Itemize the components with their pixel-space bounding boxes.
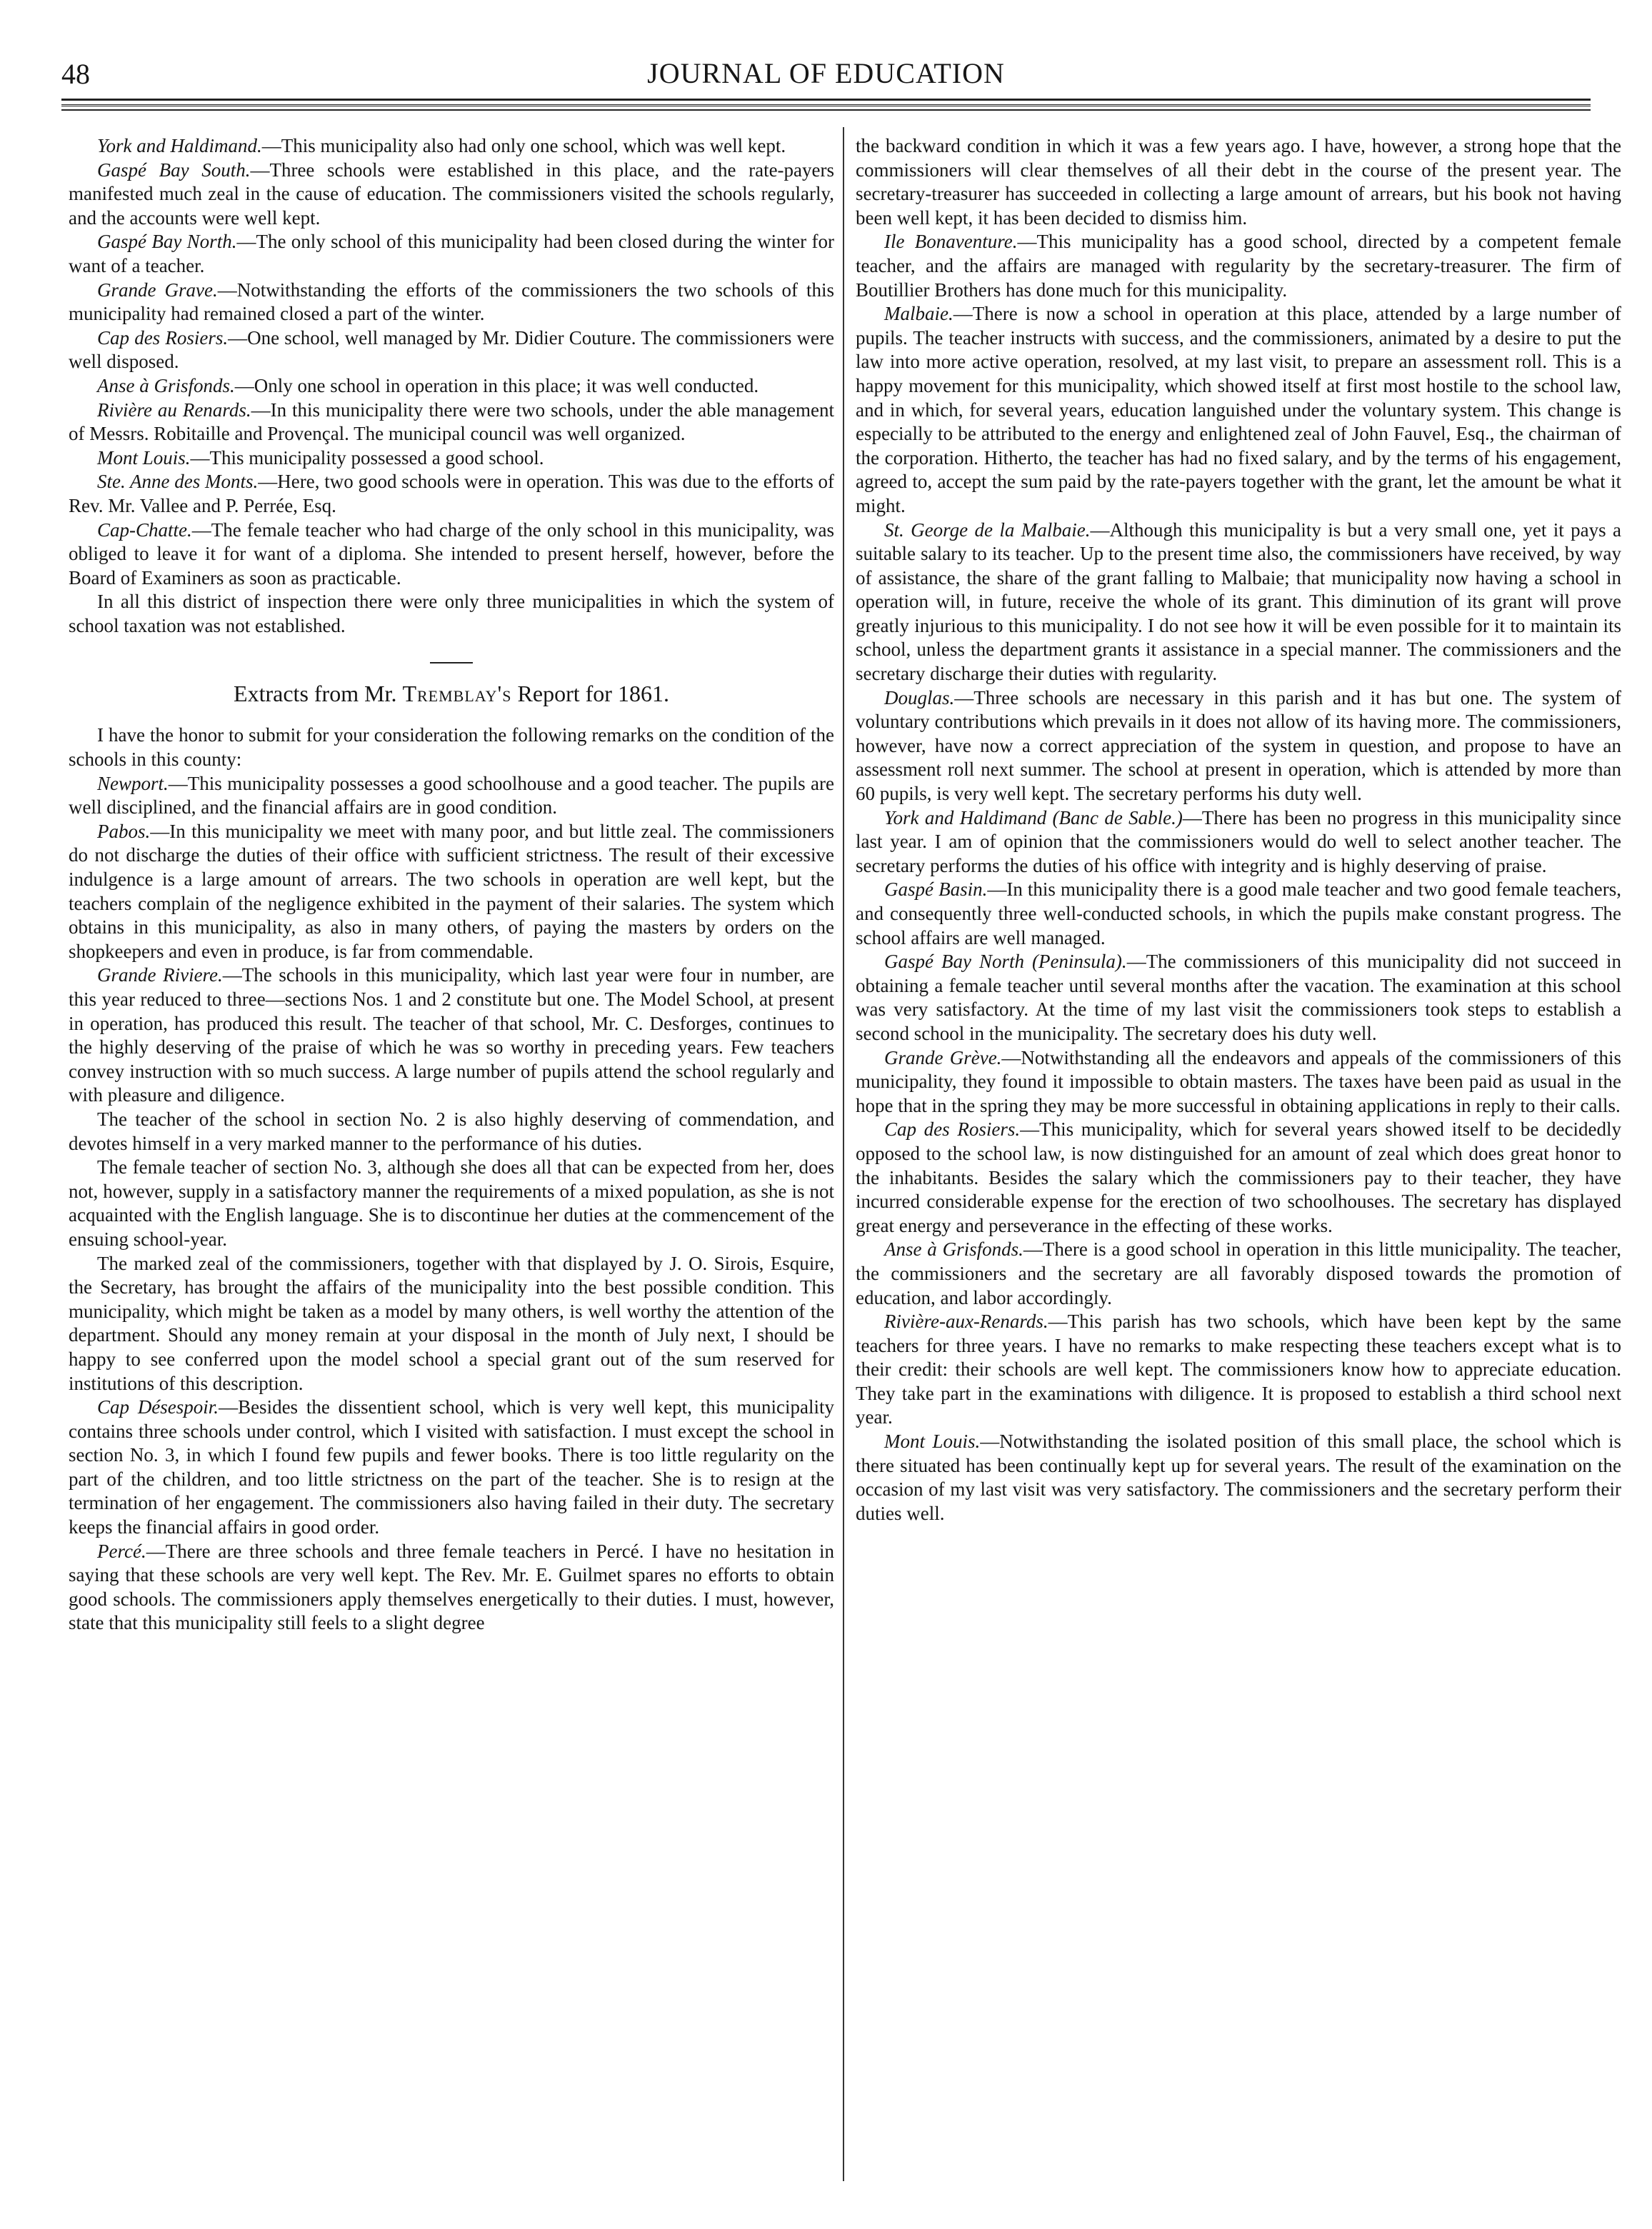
paragraph-york-and-haldimand [69, 134, 834, 159]
right-column [856, 134, 1621, 1526]
paragraph-text: —Three schools are necessary in this parish and it has but one. The system of voluntary contributions which prevails in it does not allow of its having more. The commissioners, however, have now a correct appreciation of the system in question, and propose to have an assessment roll next summer. The school at present in operation, which is attended by more than 60 pupils, is very well kept. The secretary performs his duty well. [856, 686, 1621, 805]
paragraph-text: —The only school of this municipality had been closed during the winter for want of a teacher. [69, 231, 834, 276]
paragraph-text: —This municipality has a good school, directed by a competent female teacher, and the affairs are managed with regularity by the secretary-treasurer. The firm of Boutillier Brothers has done much for this municipality. [856, 231, 1621, 301]
place-name: York and Haldimand. [97, 135, 262, 156]
paragraph-pabos [69, 820, 834, 964]
place-name: Gaspé Bay North (Peninsula). [884, 951, 1127, 973]
place-name: Cap des Rosiers. [97, 326, 229, 349]
paragraph-text: —This municipality possesses a good schoolhouse and a good teacher. The pupils are well disciplined, and the financial affairs are in good condition. [69, 772, 834, 818]
heading-prefix: Extracts from Mr. [234, 681, 403, 707]
paragraph-text: —Only one school in operation in this place; it was well conducted. [234, 374, 759, 396]
paragraph-gaspe-bay-north [69, 230, 834, 278]
paragraph-riviere-aux-renards [856, 1310, 1621, 1430]
paragraph-perce [69, 1540, 834, 1636]
place-name: St. George de la Malbaie. [884, 519, 1091, 541]
paragraph-text: —There are three schools and three female teachers in Percé. I have no hesitation in saying that these schools are very well kept. The Rev. Mr. E. Guilmet spares no efforts to obtain good schools. The commissioners apply themselves energetically to their duties. I must, however, state that this municipality still feels to a slight degree [69, 1540, 834, 1634]
place-name: Rivière-aux-Renards. [884, 1311, 1048, 1333]
paragraph-text: —There is a good school in operation in this little municipality. The teacher, the commissioners and the secretary are all favorably disposed towards the promotion of education, and labor accordingly. [856, 1238, 1621, 1308]
place-name: Anse à Grisfonds. [97, 374, 235, 396]
place-name: Mont Louis. [97, 446, 191, 469]
heading-author: Tremblay's [402, 681, 512, 707]
paragraph-riviere-au-renards [69, 399, 834, 446]
paragraph-cap-chatte [69, 519, 834, 591]
paragraph-commissioners-zeal: The marked zeal of the commissioners, together with that displayed by J. O. Sirois, Esquire, the Secretary, has brought the affairs of the municipality into the best possible condition. This municipality, which might be taken as a model by many others, is well worthy the attention of the department. Should any money remain at your disposal in the month of July next, I should be happy to see conferred upon the model school a special grant out of the sum reserved for institutions of this description. [69, 1252, 834, 1394]
place-name: Cap des Rosiers. [884, 1118, 1021, 1141]
paragraph-text: —This municipality also had only one school, which was well kept. [261, 135, 786, 156]
paragraph-text: —This municipality, which for several years showed itself to be decidedly opposed to the school law, is now distinguished for an amount of zeal which does great honor to the inhabitants. Besides the salary which the commissioners pay to their teacher, they have incurred considerable expense for the erection of two schoolhouses. The secretary has displayed great energy and perseverance in the effecting of these works. [856, 1118, 1621, 1236]
place-name: Douglas. [884, 686, 955, 708]
paragraph-st-george-de-la-malbaie [856, 519, 1621, 686]
paragraph-cap-des-rosiers-report [856, 1118, 1621, 1238]
paragraph-gaspe-bay-north-peninsula [856, 950, 1621, 1046]
paragraph-district-summary: In all this district of inspection there were only three municipalities in which the system of school taxation was not established. [69, 591, 834, 636]
place-name: York and Haldimand (Banc de Sable.) [884, 806, 1183, 828]
running-head-title: JOURNAL OF EDUCATION [647, 57, 1005, 89]
place-name: Mont Louis. [884, 1431, 981, 1453]
place-name: Grande Riviere. [97, 964, 223, 986]
paragraph-text: —Here, two good schools were in operation. This was due to the efforts of Rev. Mr. Vallee and P. Perrée, Esq. [69, 471, 835, 516]
paragraph-gaspe-basin [856, 878, 1621, 950]
section-divider-rule [430, 662, 473, 663]
paragraph-text: —In this municipality there were two schools, under the able management of Messrs. Robitaille and Provençal. The municipal council was well organized. [69, 399, 834, 445]
place-name: Cap-Chatte. [97, 519, 192, 541]
paragraph-grande-riviere [69, 963, 834, 1108]
paragraph-text: —In this municipality we meet with many poor, and but little zeal. The commissioners do not discharge the duties of their office with sufficient strictness. The result of their excessive indulgence is a large amount of arrears. The two schools in operation are well kept, but the teachers complain of the negligence exhibited in the payment of their salaries. The system which obtains in this municipality, as also in many others, of paying the masters by orders on the shopkeepers and even in produce, is far from commendable. [69, 820, 834, 962]
paragraph-text: —Although this municipality is but a very small one, yet it pays a suitable salary to its teacher. Up to the present time also, the commissioners have received, by way of assistance, the share of the grant falling to Malbaie; that municipality now having a school in operation will, in future, receive the whole of its grant. This diminution of its grant will prove greatly injurious to this municipality. I do not see how it will be even possible for it to maintain its school, unless the department grants it assistance in a special manner. The commissioners and the secretary discharge their duties with regularity. [856, 519, 1622, 685]
header-rule [61, 99, 1591, 101]
section-heading [69, 679, 834, 708]
place-name: Gaspé Bay South. [97, 159, 251, 181]
paragraph-text: —Notwithstanding the isolated position of this small place, the school which is there situated has been continually kept up for several years. The result of the examination on the occasion of my last visit was very satisfactory. The commissioners and the secretary perform their duties well. [856, 1431, 1621, 1524]
place-name: Cap Désespoir. [97, 1396, 219, 1418]
paragraph-gaspe-bay-south [69, 159, 834, 231]
paragraph-grande-grave [69, 279, 834, 326]
place-name: Ile Bonaventure. [884, 231, 1018, 253]
header-double-rule [61, 104, 1591, 111]
paragraph-york-and-haldimand-banc-de-sable [856, 806, 1621, 878]
paragraph-text: —In this municipality there is a good male teacher and two good female teachers, and consequently three well-conducted schools, in which the pupils make constant progress. The school affairs are well managed. [856, 878, 1621, 948]
paragraph-text: —Notwithstanding the efforts of the commissioners the two schools of this municipality had remained closed a part of the winter. [69, 279, 834, 325]
paragraph-cap-des-rosiers [69, 326, 834, 374]
paragraph-text: —Besides the dissentient school, which is very well kept, this municipality contains three schools under control, which I visited with satisfaction. I must except the school in section No. 3, in which I found few pupils and fewer books. There is too little regularity on the part of the children, and too little strictness on the part of the teacher. She is to resign at the termination of her engagement. The commissioners also having failed in their duty. The secretary keeps the financial affairs in good order. [69, 1396, 834, 1538]
place-name: Pabos. [97, 820, 151, 842]
place-name: Malbaie. [884, 303, 953, 325]
paragraph-mont-louis [69, 446, 834, 471]
place-name: Rivière au Renards. [97, 399, 251, 421]
place-name: Percé. [97, 1540, 146, 1562]
paragraph-grande-greve [856, 1046, 1621, 1118]
place-name: Grande Grève. [884, 1046, 1002, 1068]
place-name: Grande Grave. [97, 279, 218, 301]
paragraph-text: —This parish has two schools, which have been kept by the same teachers for three years. I have no remarks to make respecting these teachers except what is to their credit: their schools are well kept. The commissioners know how to appreciate education. They take part in the examinations with diligence. It is proposed to establish a third school next year. [856, 1311, 1621, 1428]
place-name: Ste. Anne des Monts. [97, 471, 259, 493]
paragraph-text: —The schools in this municipality, which last year were four in number, are this year reduced to three—sections Nos. 1 and 2 constitute but one. The Model School, at present in operation, has produced this result. The teacher of that school, Mr. C. Desforges, continues to the highly deserving of the praise of which he was so worthy in preceding years. Few teachers convey instruction with so much success. A large number of pupils attend the school regularly and with pleasure and diligence. [69, 964, 834, 1106]
page-number: 48 [61, 58, 90, 90]
column-divider [843, 127, 844, 2181]
place-name: Gaspé Bay North. [97, 231, 237, 253]
paragraph-text: —One school, well managed by Mr. Didier Couture. The commissioners were well disposed. [69, 326, 835, 373]
place-name: Anse à Grisfonds. [884, 1238, 1023, 1261]
paragraph-newport [69, 772, 834, 820]
paragraph-section-3-teacher: The female teacher of section No. 3, although she does all that can be expected from her, does not, however, supply in a satisfactory manner the requirements of a mixed population, as she is not acquainted with the English language. She is to discontinue her duties at the commencement of the ensuing school-year. [69, 1156, 834, 1250]
paragraph-anse-a-grisfonds [69, 374, 834, 399]
paragraph-ste-anne-des-monts [69, 470, 834, 518]
paragraph-text: —The commissioners of this municipality did not succeed in obtaining a female teacher until several months after the vacation. The examination at this school was very satisfactory. At the time of my last visit the commissioners took steps to establish a second school in the municipality. The secretary does his duty well. [856, 951, 1622, 1044]
place-name: Newport. [97, 772, 169, 794]
left-column [69, 134, 834, 1636]
place-name: Gaspé Basin. [884, 878, 988, 901]
paragraph-introduction: I have the honor to submit for your consideration the following remarks on the condition of the schools in this county: [69, 724, 834, 771]
paragraph-perce-continued: the backward condition in which it was a few years ago. I have, however, a strong hope that the commissioners will clear themselves of all their debt in the course of the present year. The secretary-treasurer has succeeded in collecting a large amount of arrears, but his book not having been well kept, it has been decided to dismiss him. [856, 135, 1621, 229]
paragraph-ile-bonaventure [856, 230, 1621, 302]
paragraph-douglas [856, 686, 1621, 806]
paragraph-malbaie [856, 302, 1621, 518]
paragraph-text: —There is now a school in operation at this place, attended by a large number of pupils. The teacher instructs with success, and the commissioners, animated by a desire to put the law into more active operation, resolved, at my last visit, to prepare an assessment roll. This is a happy movement for this municipality, which showed itself at first most hostile to the school law, and in which, for several years, education languished under the voluntary system. This change is especially to be attributed to the energy and enlightened zeal of John Fauvel, Esq., the chairman of the corporation. Hitherto, the teacher has had no fixed salary, and by the terms of his engagement, agreed to, accept the sum paid by the rate-payers together with the grant, let the amount be what it might. [856, 303, 1621, 516]
heading-suffix: Report for 1861. [511, 681, 669, 707]
paragraph-text: —The female teacher who had charge of the only school in this municipality, was obliged to leave it for want of a diploma. She intended to present herself, however, before the Board of Examiners as soon as practicable. [69, 519, 834, 588]
paragraph-text: —This municipality possessed a good school. [190, 446, 544, 469]
paragraph-mont-louis-report [856, 1430, 1621, 1526]
paragraph-section-2-teacher: The teacher of the school in section No. 2 is also highly deserving of commendation, and devotes himself in a very marked manner to the performance of his duties. [69, 1108, 834, 1154]
paragraph-text: —Three schools were established in this place, and the rate-payers manifested much zeal in the cause of education. The commissioners visited the schools regularly, and the accounts were well kept. [69, 159, 835, 229]
paragraph-text: —There has been no progress in this municipality since last year. I am of opinion that the commissioners would do well to select another teacher. The secretary performs the duties of his office with integrity and is highly deserving of praise. [856, 806, 1621, 876]
paragraph-cap-desespoir [69, 1396, 834, 1540]
paragraph-anse-a-grisfonds-report [856, 1238, 1621, 1310]
paragraph-text: —Notwithstanding all the endeavors and appeals of the commissioners of this municipality, they found it impossible to obtain masters. The taxes have been paid as usual in the hope that in the spring they may be more successful in obtaining applications in reply to their calls. [856, 1046, 1621, 1116]
